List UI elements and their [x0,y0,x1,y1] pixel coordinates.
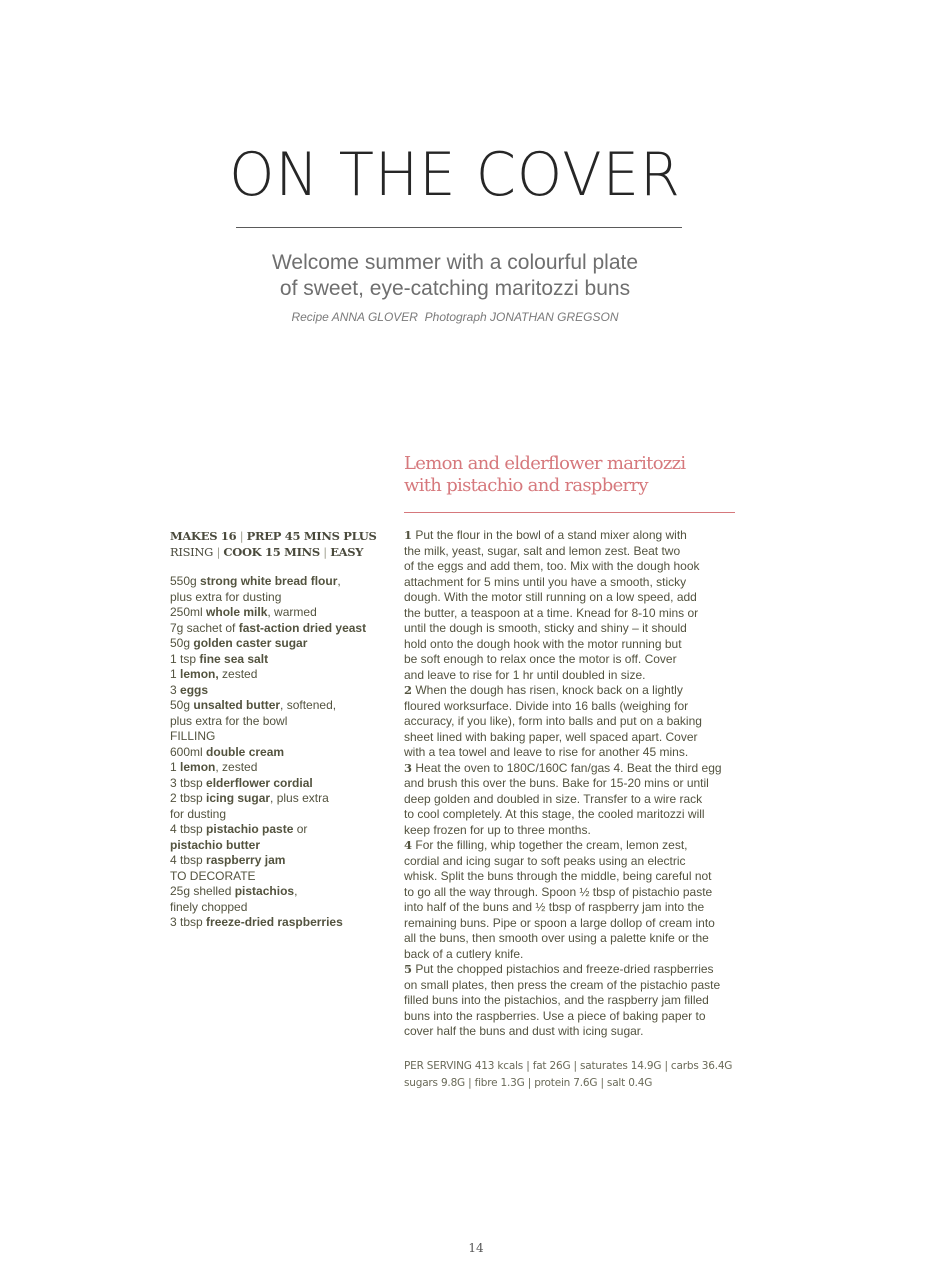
ingredient-text: 7g sachet of [170,620,239,635]
ingredient-text: 3 [170,682,181,697]
page-number: 14 [468,1241,484,1255]
ingredient-item [170,714,385,730]
ingredient-item [170,791,385,807]
step-text: deep golden and doubled in size. Transfer to a wire rack [404,791,703,806]
method-line [404,544,749,560]
ingredient-text: , softened, [280,698,337,712]
method-line [404,668,749,684]
step-text: remaining buns. Pipe or spoon a large dollop of cream into [404,915,715,930]
ingredient-item [170,605,385,621]
step-text: until the dough is smooth, sticky and shiny – it should [404,621,687,635]
method-line [404,1009,749,1025]
ingredient-name: fast-action dried yeast [238,620,367,635]
step-text: accuracy, if you like), form into balls and put on a baking [404,714,702,728]
method-step [404,761,749,839]
step-text: whisk. Split the buns through the middle, being careful not [404,869,712,883]
standfirst-line: of sweet, eye-catching maritozzi buns [279,277,631,300]
method-line [404,730,749,746]
ingredient-text: FILLING [170,729,216,743]
step-text: to go all the way through. Spoon ½ tbsp of pistachio paste [404,884,713,899]
ingredient-text: or [293,822,308,836]
step-text: all the buns, then smooth over using a palette knife or the [404,931,709,945]
ingredient-item [170,590,385,606]
step-text: the milk, yeast, sugar, salt and lemon zest. Beat two [404,543,681,558]
step-text: on small plates, then press the cream of the pistachio paste [404,977,721,992]
title-divider [236,227,682,228]
ingredient-item [170,636,385,652]
ingredient-item [170,698,385,714]
recipe-credit-label: Recipe [291,310,329,324]
method-step [404,838,749,962]
step-text: cordial and icing sugar to soft peaks using an electric [404,853,686,868]
method-line [404,590,749,606]
standfirst-line: Welcome summer with a colourful plate [271,251,639,274]
method-step [404,962,749,1040]
method-line [404,776,749,792]
method-step [404,683,749,761]
credits [200,310,710,324]
method-line [404,900,749,916]
prep-time: PREP 45 MINS PLUS [246,529,377,543]
step-number: 2 [404,683,413,697]
step-text: sheet lined with baking paper, well spaced apart. Cover [404,729,698,744]
step-text: Heat the oven to 180C/160C fan/gas 4. Beat the third egg [415,760,722,775]
step-number: 1 [404,528,413,542]
ingredient-item [170,838,385,854]
nutrition-line: sugars 9.8G | fibre 1.3G | protein 7.6G | salt 0.4G [404,1077,653,1089]
ingredient-text: finely chopped [170,899,248,914]
ingredient-item [170,667,385,683]
method-line [404,637,749,653]
recipe-title [404,453,744,497]
method-line [404,838,749,854]
nutrition-line: PER SERVING 413 kcals | fat 26G | saturates 14.9G | carbs 36.4G [404,1060,733,1072]
meta-separator: | [323,544,327,559]
method-line [404,792,749,808]
ingredient-text: 3 tbsp [170,775,207,790]
ingredient-name: pistachios [234,884,295,898]
step-text: back of a cutlery knife. [404,946,524,961]
method-line [404,947,749,963]
ingredient-item [170,729,385,745]
ingredient-name: whole milk [206,605,268,619]
method-line [404,854,749,870]
step-text: and brush this over the buns. Bake for 15-20 mins or until [404,776,709,790]
recipe-title-line: with pistachio and raspberry [404,475,648,496]
ingredient-text: 3 tbsp [170,915,207,929]
step-number: 5 [404,962,413,976]
recipe-title-line: Lemon and elderflower maritozzi [404,453,686,474]
makes: MAKES 16 [170,529,237,543]
ingredient-text: 600ml [170,744,207,759]
method-line [404,559,749,575]
ingredient-item [170,884,385,900]
ingredient-text: , zested [215,760,258,774]
step-text: the butter, a teaspoon at a time. Knead for 8-10 mins or [404,605,699,620]
ingredient-text: 1 [170,760,181,774]
ingredient-item [170,776,385,792]
rising: RISING [170,544,214,559]
ingredient-text: 4 tbsp [170,822,207,836]
method [404,528,749,1040]
step-text: hold onto the dough hook with the motor running but [404,636,682,651]
ingredient-item [170,807,385,823]
step-text: attachment for 5 mins until you have a smooth, sticky [404,574,687,589]
ingredient-text: plus extra for the bowl [170,713,288,728]
step-text: cover half the buns and dust with icing sugar. [404,1024,644,1038]
ingredient-name: raspberry jam [206,853,286,867]
method-line [404,683,749,699]
ingredient-text: TO DECORATE [170,868,256,883]
method-line [404,931,749,947]
method-line [404,621,749,637]
ingredient-item [170,822,385,838]
method-line [404,1024,749,1040]
ingredient-item [170,869,385,885]
method-line [404,745,749,761]
method-line [404,962,749,978]
ingredient-name: pistachio paste [206,822,294,836]
ingredient-name: elderflower cordial [206,775,313,790]
ingredient-item [170,900,385,916]
step-text: floured worksurface. Divide into 16 balls (weighing for [404,698,689,713]
ingredient-name: eggs [180,682,209,697]
method-line [404,575,749,591]
ingredient-name: lemon, [180,667,219,681]
ingredient-item [170,621,385,637]
step-text: Put the chopped pistachios and freeze-dried raspberries [415,962,714,976]
standfirst [200,250,710,302]
method-line [404,885,749,901]
page-title: ON THE COVER [229,140,681,210]
ingredient-text: for dusting [170,806,227,821]
ingredient-item [170,683,385,699]
method-line [404,869,749,885]
method-line [404,993,749,1009]
method-line [404,807,749,823]
ingredient-item [170,574,385,590]
step-text: When the dough has risen, knock back on a lightly [415,683,683,697]
ingredient-name: golden caster sugar [193,636,308,650]
ingredient-text: plus extra for dusting [170,589,282,604]
step-text: For the filling, whip together the cream, lemon zest, [415,838,688,852]
recipe-meta [170,529,390,560]
step-text: with a tea towel and leave to rise for another 45 mins. [404,745,689,759]
method-line [404,823,749,839]
ingredient-name: pistachio butter [170,837,261,852]
step-text: Put the flour in the bowl of a stand mixer along with [415,528,687,542]
step-text: keep frozen for up to three months. [404,822,591,837]
step-text: buns into the raspberries. Use a piece of baking paper to [404,1008,706,1023]
ingredient-text: 250ml [170,605,207,619]
difficulty: EASY [330,544,364,559]
ingredient-name: lemon [180,760,216,774]
ingredient-item [170,915,385,931]
ingredient-text: 2 tbsp [170,791,207,805]
ingredient-text: 25g shelled [170,884,235,898]
step-text: be soft enough to relax once the motor is off. Cover [404,652,677,666]
step-text: and leave to rise for 1 hr until doubled in size. [404,667,646,682]
photographer: JONATHAN GREGSON [490,310,619,324]
step-text: dough. With the motor still running on a low speed, add [404,590,697,604]
photo-credit-label: Photograph [424,310,487,324]
step-text: filled buns into the pistachios, and the raspberry jam filled [404,993,709,1007]
method-line [404,699,749,715]
ingredient-text: 1 [170,667,181,681]
ingredient-text: , warmed [267,605,317,619]
ingredient-text: 50g [170,698,194,712]
method-step [404,528,749,683]
nutrition-info [404,1058,749,1092]
step-number: 3 [404,760,413,775]
method-line [404,978,749,994]
ingredient-name: strong white bread flour [200,574,338,588]
method-line [404,528,749,544]
ingredient-text: 550g [170,574,201,588]
method-line [404,916,749,932]
ingredient-text: , plus extra [270,791,329,805]
ingredient-name: unsalted butter [193,698,281,712]
ingredient-name: freeze-dried raspberries [206,915,343,929]
meta-separator: | [216,544,221,559]
ingredient-item [170,853,385,869]
method-line [404,714,749,730]
ingredients-list [170,574,385,931]
cook-time: COOK 15 MINS [223,544,320,559]
recipe-title-divider [404,512,735,513]
ingredient-text: , [294,884,298,898]
step-text: to cool completely. At this stage, the cooled maritozzi will [404,807,705,821]
ingredient-item [170,760,385,776]
ingredient-item [170,652,385,668]
ingredient-name: icing sugar [206,791,271,805]
method-line [404,652,749,668]
ingredient-text: , [337,574,341,588]
ingredient-name: double cream [206,744,285,759]
meta-separator: | [239,529,244,543]
step-number: 4 [404,838,413,852]
recipe-author: ANNA GLOVER [331,310,418,324]
ingredient-text: zested [218,667,258,681]
ingredient-item [170,745,385,761]
ingredient-text: 1 tsp [170,651,200,666]
step-text: of the eggs and add them, too. Mix with the dough hook [404,559,700,573]
method-line [404,606,749,622]
step-text: into half of the buns and ½ tbsp of raspberry jam into the [404,900,705,914]
ingredient-name: fine sea salt [199,651,269,666]
method-line [404,761,749,777]
ingredient-text: 50g [170,636,194,650]
ingredient-text: 4 tbsp [170,853,207,867]
